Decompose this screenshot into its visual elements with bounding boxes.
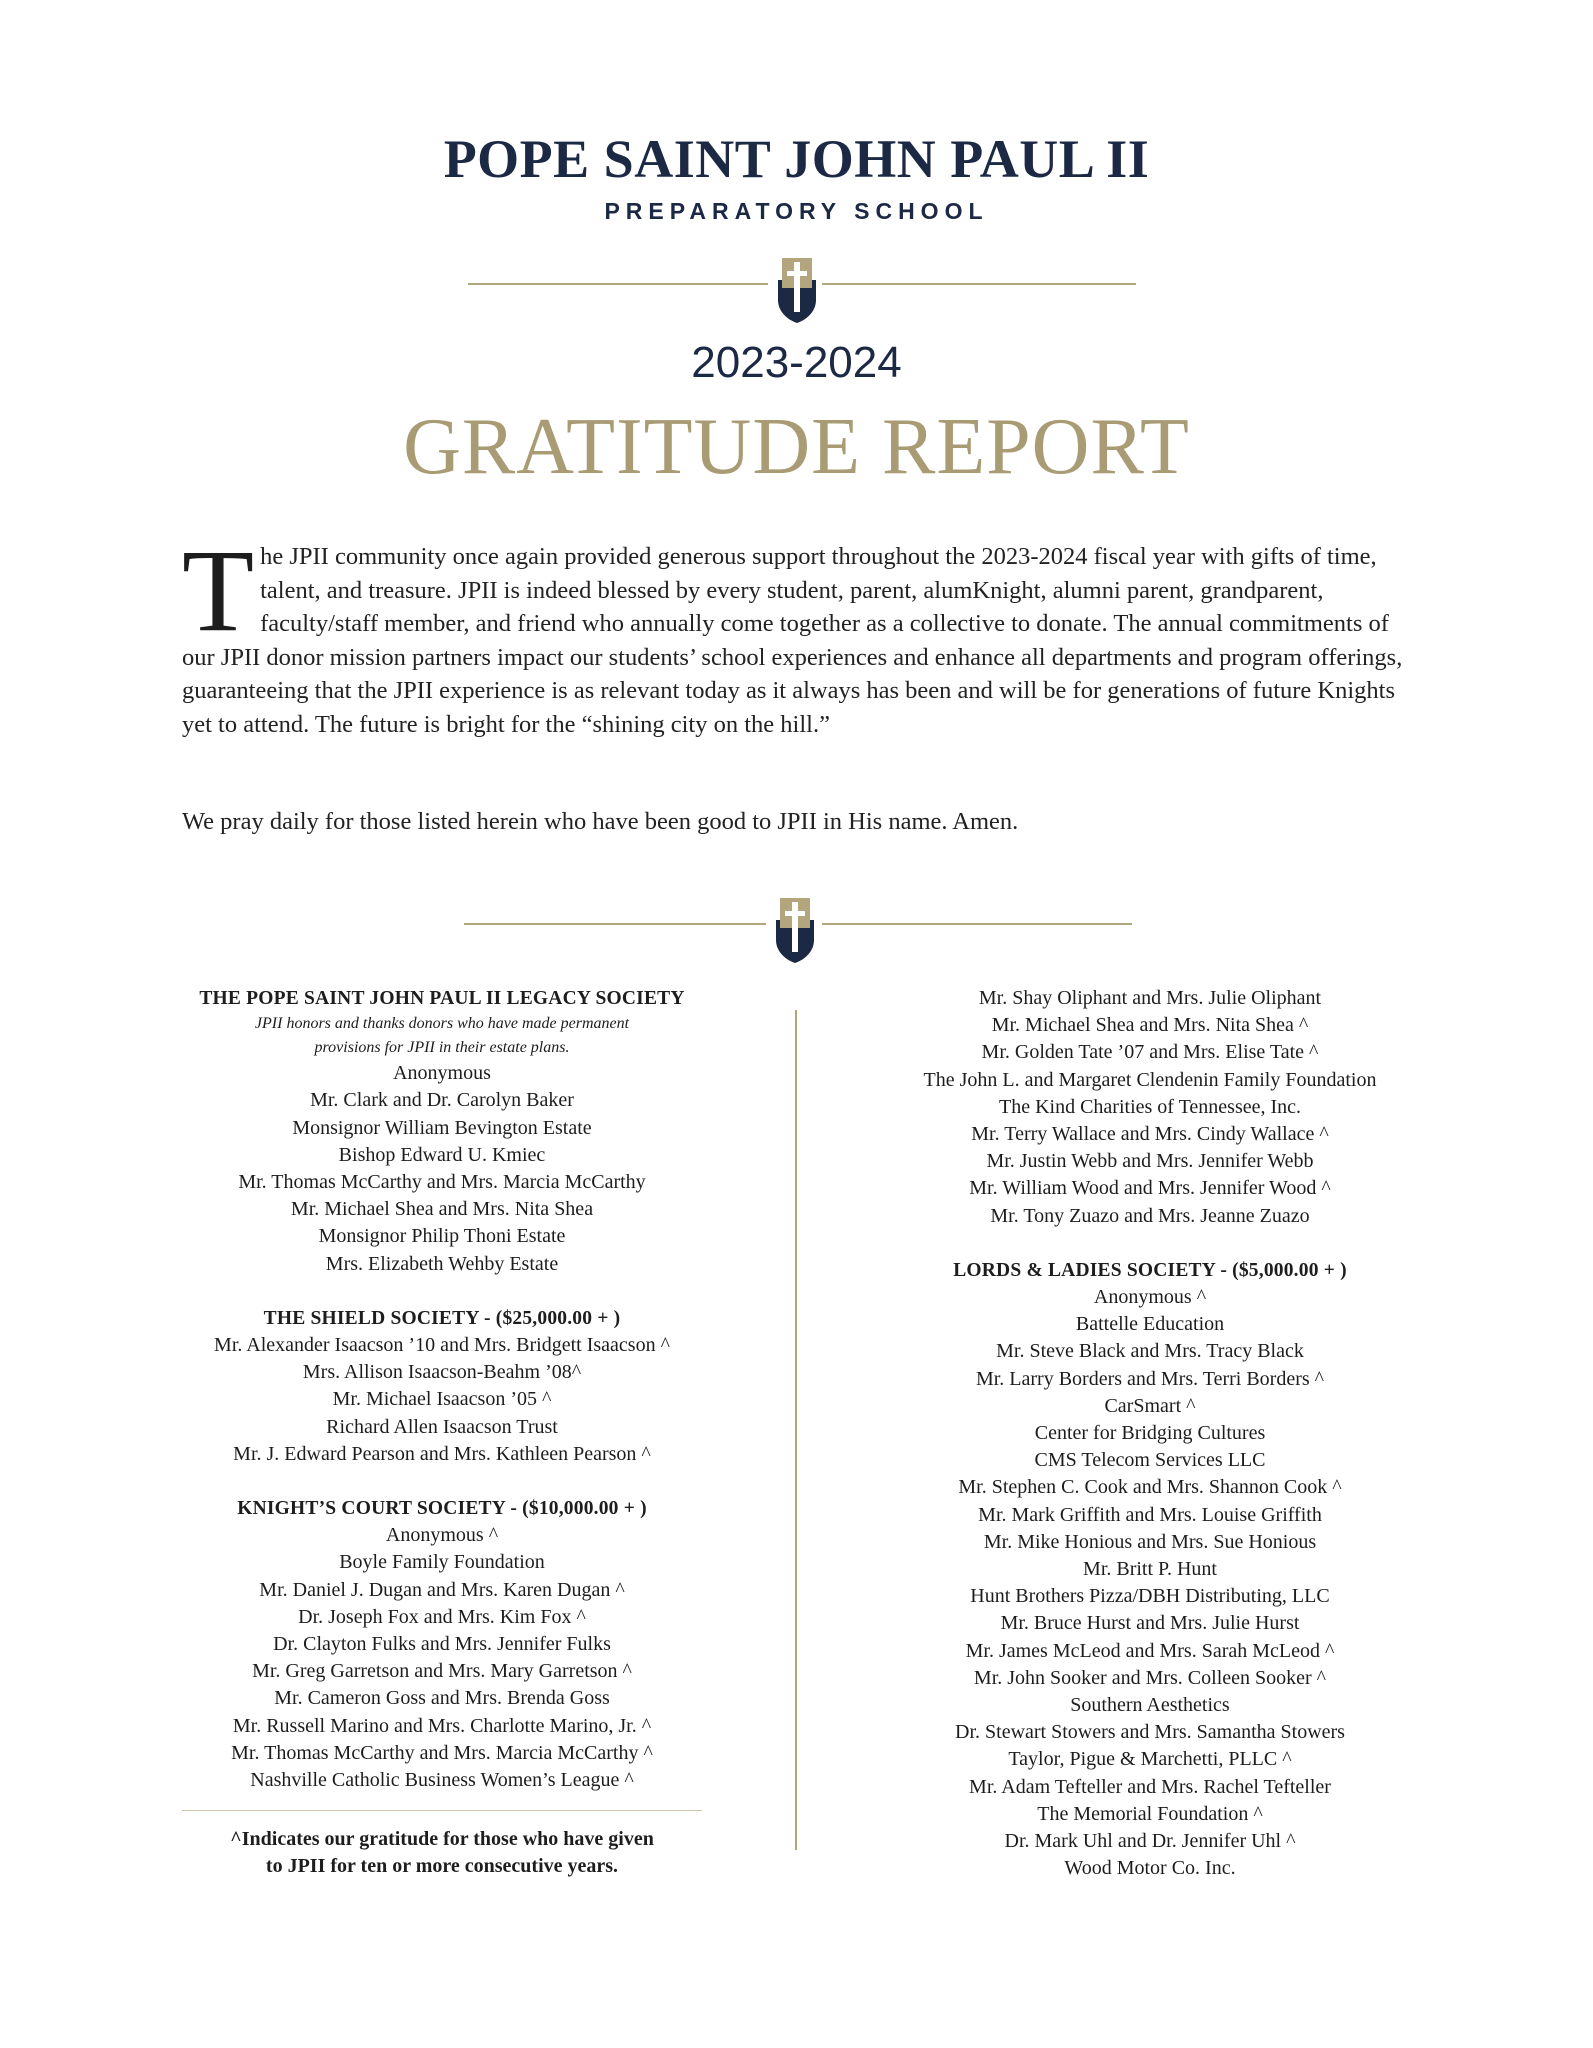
donor-list-item: Monsignor Philip Thoni Estate [318,1225,566,1248]
donor-list-item: Mr. Stephen C. Cook and Mrs. Shannon Cook ^ [958,1476,1342,1499]
donor-column-right [850,985,1450,1910]
footnote [162,1826,722,1880]
donor-list-item: Mr. Shay Oliphant and Mrs. Julie Oliphant [978,987,1322,1009]
donor-list-item: Dr. Joseph Fox and Mrs. Kim Fox ^ [298,1605,586,1628]
legacy-note-line2: provisions for JPII in their estate plans. [314,1039,570,1057]
donor-list-item: The John L. and Margaret Clendenin Family Foundation [923,1068,1377,1091]
donor-list-item: Mr. Thomas McCarthy and Mrs. Marcia McCarthy ^ [231,1741,653,1764]
donor-list-item: Wood Motor Co. Inc. [1064,1857,1236,1880]
donor-list-item: Southern Aesthetics [1070,1694,1230,1717]
shield-cross-icon-2 [774,898,816,964]
donor-list-item: Mr. Britt P. Hunt [1083,1558,1217,1581]
school-subtitle: PREPARATORY SCHOOL [604,198,989,224]
legacy-society-list [162,1060,722,1278]
knights-court-society [162,1495,722,1794]
legacy-society-note [162,1012,722,1060]
donor-list-item: Monsignor William Bevington Estate [292,1116,592,1139]
shield-society-title: THE SHIELD SOCIETY - ($25,000.00 + ) [263,1307,621,1329]
intro-paragraph [182,525,1422,741]
donor-list-item: Mr. Steve Black and Mrs. Tracy Black [996,1340,1304,1363]
lords-ladies-title: LORDS & LADIES SOCIETY - ($5,000.00 + ) [953,1259,1347,1281]
shield-society [162,1305,722,1468]
footnote-line1: ^Indicates our gratitude for those who have given [230,1828,654,1850]
lords-ladies-list [850,1284,1450,1882]
footnote-divider [182,1810,702,1811]
legacy-society-title: THE POPE SAINT JOHN PAUL II LEGACY SOCIETY [199,988,685,1009]
donor-list-item: Taylor, Pigue & Marchetti, PLLC ^ [1008,1748,1292,1771]
knights-court-continued [850,985,1450,1230]
donor-list-item: Mr. Thomas McCarthy and Mrs. Marcia McCarthy [238,1171,646,1194]
donor-list-item: Mr. Terry Wallace and Mrs. Cindy Wallace ^ [971,1123,1329,1146]
donor-list-item: Mr. John Sooker and Mrs. Colleen Sooker ^ [973,1666,1327,1689]
donor-list-item: Mr. J. Edward Pearson and Mrs. Kathleen Pearson ^ [233,1442,651,1465]
donor-list-item: Richard Allen Isaacson Trust [326,1415,558,1438]
donor-column-left [162,985,722,1821]
donor-list-item: Anonymous ^ [1093,1286,1207,1309]
donor-list-item: Mr. Bruce Hurst and Mrs. Julie Hurst [1000,1612,1300,1635]
column-divider [795,1010,797,1850]
donor-list-item: Mr. Mike Honious and Mrs. Sue Honious [983,1530,1317,1553]
donor-list-item: Anonymous [393,1062,491,1085]
knights-court-title: KNIGHT’S COURT SOCIETY - ($10,000.00 + ) [237,1498,647,1520]
donor-list-item: CarSmart ^ [1104,1394,1196,1417]
header-rule-right [822,283,1136,285]
intro-text: he JPII community once again provided generous support throughout the 2023-2024 fiscal year with gifts of time, talent, and treasure. JPII is indeed blessed by every student, parent, alumKnight, alumni parent, grandparent, faculty/staff member, and friend who annually come together as a collective to donate. The annual commitments of our JPII donor mission partners impact our students’ school experiences and enhance all departments and program offerings, guaranteeing that the JPII experience is as relevant today as it always has been and will be for generations of future Knights yet to attend. The future is bright for the “shining city on the hill.” [182,543,1403,738]
donor-list-item: Mr. Alexander Isaacson ’10 and Mrs. Bridgett Isaacson ^ [214,1334,670,1357]
shield-society-list [162,1332,722,1468]
knights-court-cont-list [850,985,1450,1230]
lords-ladies-society [850,1257,1450,1883]
donor-list-item: Mr. Golden Tate ’07 and Mrs. Elise Tate ^ [981,1041,1319,1064]
donor-list-item: Mr. Michael Shea and Mrs. Nita Shea ^ [991,1014,1309,1037]
knights-court-list [162,1522,722,1794]
donor-list-item: Mr. Greg Garretson and Mrs. Mary Garretson ^ [252,1660,632,1683]
report-title: GRATITUDE REPORT [403,403,1190,491]
donor-list-item: Dr. Clayton Fulks and Mrs. Jennifer Fulks [273,1633,611,1656]
donor-list-item: Center for Bridging Cultures [1034,1422,1266,1445]
donor-list-item: Hunt Brothers Pizza/DBH Distributing, LLC [970,1585,1330,1608]
donor-list-item: Battelle Education [1075,1313,1225,1336]
donor-list-item: Mr. William Wood and Mrs. Jennifer Wood ^ [969,1177,1331,1200]
donor-list-item: Mr. James McLeod and Mrs. Sarah McLeod ^ [965,1639,1335,1662]
school-name: POPE SAINT JOHN PAUL II [443,129,1150,189]
mid-rule-left [464,923,766,925]
shield-cross-icon [776,258,818,324]
donor-list-item: Mr. Justin Webb and Mrs. Jennifer Webb [986,1150,1314,1173]
prayer-line: We pray daily for those listed herein who have been good to JPII in His name. Amen. [182,808,1019,835]
donor-list-item: Boyle Family Foundation [339,1551,545,1574]
donor-list-item: Mr. Larry Borders and Mrs. Terri Borders ^ [975,1367,1325,1390]
donor-list-item: Mr. Michael Shea and Mrs. Nita Shea [290,1198,594,1221]
donor-list-item: Mr. Tony Zuazo and Mrs. Jeanne Zuazo [990,1204,1310,1227]
donor-list-item: Mr. Daniel J. Dugan and Mrs. Karen Dugan ^ [259,1578,625,1601]
footnote-line2: to JPII for ten or more consecutive years. [265,1855,619,1877]
donor-list-item: Anonymous ^ [385,1524,499,1547]
donor-list-item: Mr. Cameron Goss and Mrs. Brenda Goss [274,1687,610,1710]
donor-list-item: Mrs. Allison Isaacson-Beahm ’08^ [302,1361,582,1384]
drop-cap: T [182,525,255,656]
report-year: 2023-2024 [691,338,902,387]
legacy-society [162,985,722,1278]
donor-list-item: Mrs. Elizabeth Wehby Estate [325,1252,559,1275]
header-rule-left [468,283,768,285]
donor-list-item: CMS Telecom Services LLC [1034,1449,1266,1472]
donor-list-item: Nashville Catholic Business Women’s League ^ [250,1769,634,1792]
donor-list-item: Dr. Mark Uhl and Dr. Jennifer Uhl ^ [1004,1830,1296,1853]
donor-list-item: Mr. Clark and Dr. Carolyn Baker [310,1089,574,1112]
donor-list-item: Mr. Michael Isaacson ’05 ^ [332,1388,552,1411]
donor-list-item: The Memorial Foundation ^ [1037,1802,1263,1825]
donor-list-item: Mr. Russell Marino and Mrs. Charlotte Marino, Jr. ^ [232,1714,652,1737]
legacy-note-line1: JPII honors and thanks donors who have made permanent [254,1015,630,1033]
donor-list-item: Mr. Adam Tefteller and Mrs. Rachel Tefteller [969,1775,1331,1798]
donor-list-item: Mr. Mark Griffith and Mrs. Louise Griffith [978,1503,1322,1526]
mid-rule-right [822,923,1132,925]
donor-list-item: The Kind Charities of Tennessee, Inc. [998,1095,1302,1118]
donor-list-item: Dr. Stewart Stowers and Mrs. Samantha Stowers [955,1721,1345,1744]
donor-list-item: Bishop Edward U. Kmiec [338,1143,546,1166]
